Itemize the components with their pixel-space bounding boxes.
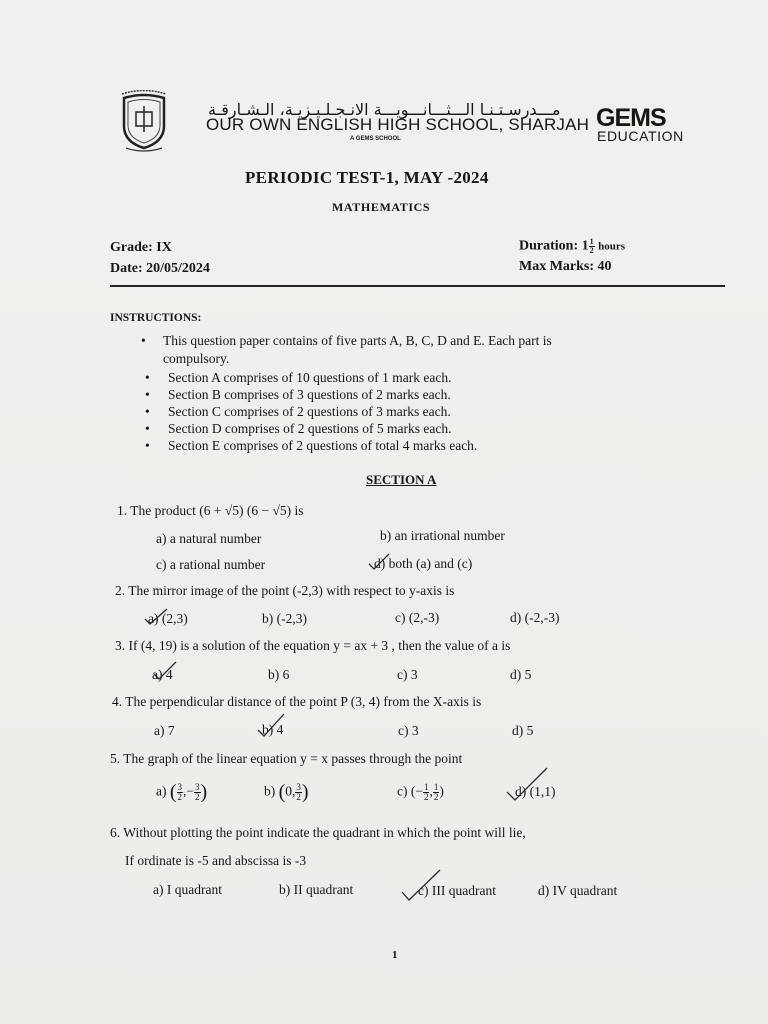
q2-option-a[interactable]: a) (2,3) bbox=[148, 611, 188, 626]
instruction-item: • Section B comprises of 3 questions of 2 marks each. bbox=[145, 387, 451, 402]
question-1-text: 1. The product (6 + √5) (6 − √5) is bbox=[117, 503, 304, 518]
instruction-item: • This question paper contains of five parts A, B, C, D and E. Each part is bbox=[141, 333, 552, 348]
date-label: Date: 20/05/2024 bbox=[110, 261, 210, 276]
bullet-icon: • bbox=[145, 404, 150, 419]
instruction-item: • Section D comprises of 2 questions of 5 marks each. bbox=[145, 421, 452, 436]
q6-option-a[interactable]: a) I quadrant bbox=[153, 882, 222, 897]
question-6-text: 6. Without plotting the point indicate the quadrant in which the point will lie, bbox=[110, 825, 526, 840]
q5-option-a[interactable]: a) ( $\frac{3}{2}$ ,− $\frac{3}{2}$ ) bbox=[156, 781, 208, 803]
instruction-item-continued: compulsory. bbox=[163, 351, 230, 366]
bullet-icon: • bbox=[141, 333, 146, 348]
duration-unit: hours bbox=[598, 240, 626, 253]
q4-option-c[interactable]: c) 3 bbox=[398, 723, 419, 738]
question-2-text: 2. The mirror image of the point (-2,3) with respect to y-axis is bbox=[115, 583, 455, 598]
bullet-icon: • bbox=[145, 387, 150, 402]
q1-option-a[interactable]: a) a natural number bbox=[156, 531, 262, 546]
gems-logo-subtitle: EDUCATION bbox=[597, 128, 684, 144]
q6-option-b[interactable]: b) II quadrant bbox=[279, 882, 354, 897]
subject-title: MATHEMATICS bbox=[332, 200, 431, 214]
question-3-text: 3. If (4, 19) is a solution of the equation y = ax + 3 , then the value of a is bbox=[115, 638, 511, 653]
question-5-text: 5. The graph of the linear equation y = x passes through the point bbox=[110, 751, 463, 766]
q4-option-a[interactable]: a) 7 bbox=[154, 723, 175, 738]
q3-option-d[interactable]: d) 5 bbox=[510, 667, 532, 682]
max-marks-label: Max Marks: 40 bbox=[519, 259, 612, 274]
question-6-condition: If ordinate is -5 and abscissa is -3 bbox=[125, 853, 307, 868]
q3-option-b[interactable]: b) 6 bbox=[268, 667, 290, 682]
test-title: PERIODIC TEST-1, MAY -2024 bbox=[245, 168, 489, 187]
q2-option-d[interactable]: d) (-2,-3) bbox=[510, 610, 560, 625]
school-name-arabic: مـــدرسـتـنـا الـــثـــانـــويـــة الانـجـلـيـزيـة، الـشـارقـة bbox=[208, 100, 561, 119]
school-crest-icon bbox=[114, 90, 174, 152]
duration-fraction: $\frac{1}{2}$ bbox=[589, 237, 594, 255]
header-divider bbox=[110, 285, 725, 287]
duration-whole: 1 bbox=[581, 238, 589, 254]
q3-option-a[interactable]: a) 4 bbox=[152, 667, 173, 682]
school-subtitle: A GEMS SCHOOL bbox=[350, 136, 401, 142]
q3-option-c[interactable]: c) 3 bbox=[397, 667, 418, 682]
duration-label bbox=[519, 238, 625, 255]
q5-option-d[interactable]: d) (1,1) bbox=[515, 784, 556, 799]
page-number: 1 bbox=[392, 949, 398, 961]
q5-option-b[interactable]: b) (0, $\frac{3}{2}$ ) bbox=[264, 781, 309, 803]
grade-label: Grade: IX bbox=[110, 240, 172, 255]
q2-option-b[interactable]: b) (-2,3) bbox=[262, 611, 307, 626]
bullet-icon: • bbox=[145, 438, 150, 453]
duration-prefix: Duration: bbox=[519, 238, 582, 254]
gems-logo: GEMS bbox=[596, 104, 666, 132]
bullet-icon: • bbox=[145, 370, 150, 385]
q6-option-c[interactable]: c) III quadrant bbox=[418, 883, 496, 898]
q4-option-b[interactable]: b) 4 bbox=[262, 722, 284, 737]
instruction-item: • Section C comprises of 2 questions of 3 marks each. bbox=[145, 404, 451, 419]
question-4-text: 4. The perpendicular distance of the point P (3, 4) from the X-axis is bbox=[112, 694, 482, 709]
school-name: OUR OWN ENGLISH HIGH SCHOOL, SHARJAH bbox=[206, 115, 590, 134]
q1-option-c[interactable]: c) a rational number bbox=[156, 557, 266, 572]
q1-option-b[interactable]: b) an irrational number bbox=[380, 528, 505, 543]
q6-option-d[interactable]: d) IV quadrant bbox=[538, 883, 618, 898]
instruction-item: • Section E comprises of 2 questions of total 4 marks each. bbox=[145, 438, 478, 453]
section-heading: SECTION A bbox=[366, 472, 437, 487]
q2-option-c[interactable]: c) (2,-3) bbox=[395, 610, 440, 625]
q4-option-d[interactable]: d) 5 bbox=[512, 723, 534, 738]
q1-option-d[interactable]: d) both (a) and (c) bbox=[374, 556, 473, 571]
bullet-icon: • bbox=[145, 421, 150, 436]
instructions-heading: INSTRUCTIONS: bbox=[110, 312, 202, 324]
q5-option-c[interactable]: c) (− $\frac{1}{2}$ , $\frac{1}{2}$ ) bbox=[397, 782, 444, 802]
instruction-item: • Section A comprises of 10 questions of 1 mark each. bbox=[145, 370, 452, 385]
